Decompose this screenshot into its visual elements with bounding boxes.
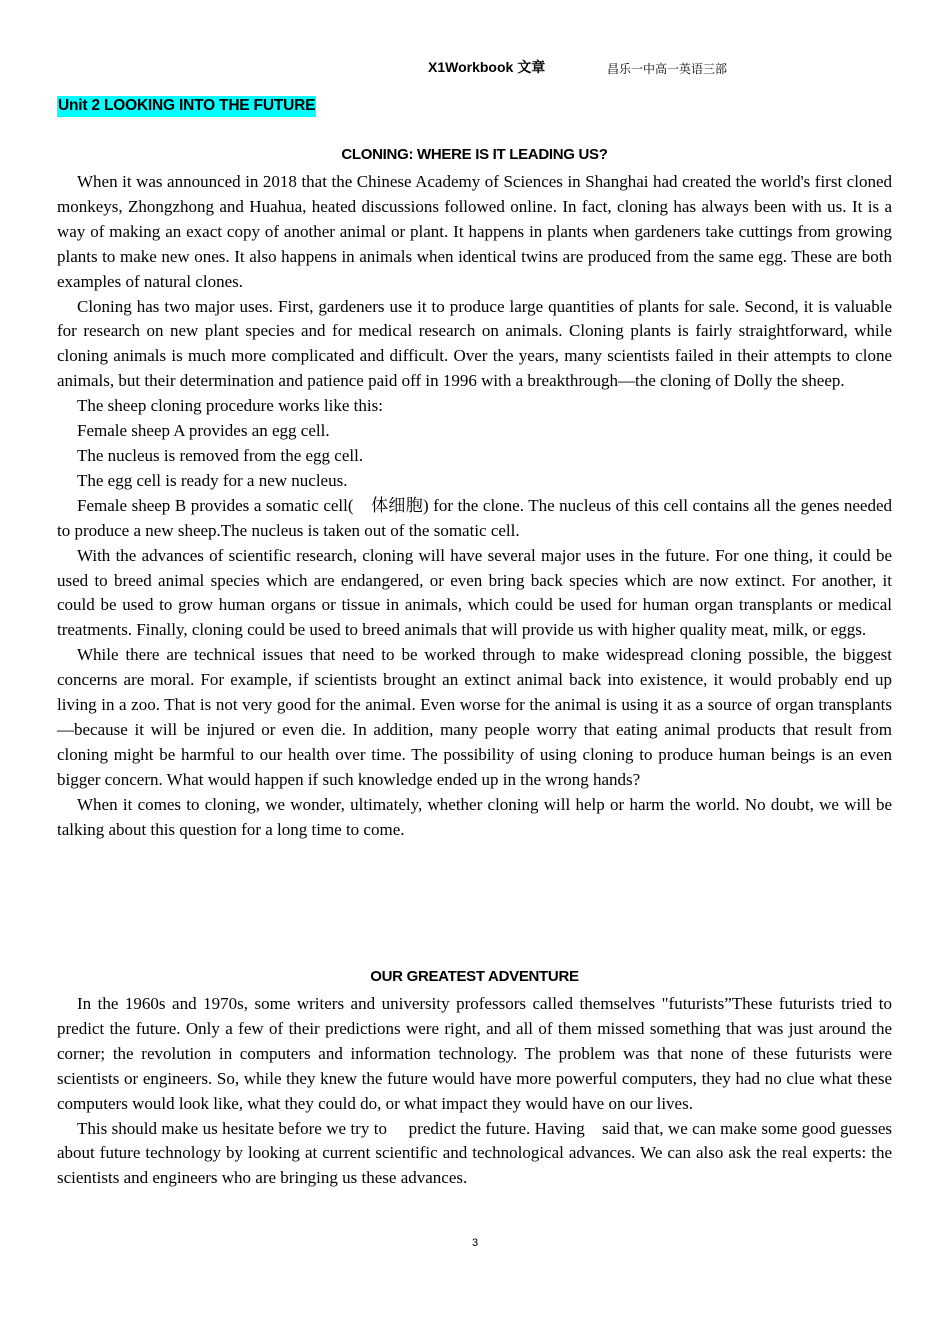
paragraph: The nucleus is removed from the egg cell. [77, 445, 364, 465]
paragraph: The egg cell is ready for a new nucleus. [77, 470, 348, 490]
header-school: 昌乐一中高一英语三部 [607, 62, 728, 76]
paragraph: Cloning has two major uses. First, gardeners use it to produce large quantities of plants for sale. Second, it is valuable for research on new plant species and for medical research on animals. Cloning plants is fairly straightforward, while cloning animals is much more complicated and difficult. Over the years, many scientists failed in their attempts to clone animals, but their determination and patience paid off in 1996 with a breakthrough—the cloning of Dolly the sheep. [57, 296, 892, 391]
article-title: CLONING: WHERE IS IT LEADING US? [341, 146, 608, 163]
article-title: OUR GREATEST ADVENTURE [370, 968, 579, 985]
paragraph: Female sheep B provides a somatic cell( 体细胞) for the clone. The nucleus of this cell contains all the genes needed to produce a new sheep.The nucleus is taken out of the somatic cell. [57, 495, 892, 540]
paragraph: With the advances of scientific research, cloning will have several major uses in the future. For one thing, it could be used to breed animal species which are endangered, or even bring back species which are now extinct. For another, it could be used to grow human organs or tissue in animals, which could be used for human organ transplants or medical treatments. Finally, cloning could be used to breed animals that will provide us with higher quality meat, milk, or eggs. [57, 545, 892, 640]
page-number: 3 [471, 1237, 479, 1249]
paragraph: The sheep cloning procedure works like this: [77, 396, 383, 416]
article-greatest-adventure [57, 967, 892, 1191]
unit-title: Unit 2 LOOKING INTO THE FUTURE [57, 96, 316, 117]
paragraph: When it was announced in 2018 that the Chinese Academy of Sciences in Shanghai had created the world's first cloned monkeys, Zhongzhong and Huahua, heated discussions followed online. In fact, cloning has always been with us. It is a way of making an exact copy of another animal or plant. It happens in plants when gardeners take cuttings from growing plants to make new ones. It also happens in animals when identical twins are produced from the same egg. These are both examples of natural clones. [57, 172, 892, 291]
paragraph: Female sheep A provides an egg cell. [77, 421, 330, 441]
paragraph: This should make us hesitate before we try to predict the future. Having said that, we can make some good guesses about future technology by looking at current scientific and technological advances. We can also ask the real experts: the scientists and engineers who are bringing us these advances. [57, 1118, 892, 1188]
header-title: X1Workbook 文章 [428, 59, 546, 75]
page-header [0, 55, 950, 79]
paragraph: When it comes to cloning, we wonder, ultimately, whether cloning will help or harm the world. No doubt, we will be talking about this question for a long time to come. [57, 794, 892, 839]
paragraph: In the 1960s and 1970s, some writers and university professors called themselves "futurists”These futurists tried to predict the future. Only a few of their predictions were right, and all of them missed something that was just around the corner; the revolution in computers and information technology. The problem was that none of these futurists were scientists or engineers. So, while they knew the future would have more powerful computers, they had no clue what these computers would look like, what they could do, or what impact they would have on our lives. [57, 994, 892, 1113]
paragraph: While there are technical issues that need to be worked through to make widespread cloning possible, the biggest concerns are moral. For example, if scientists brought an extinct animal back into existence, it would probably end up living in a zoo. That is not very good for the animal. Even worse for the animal is using it as a source of organ transplants—because it will be injured or even die. In addition, many people worry that eating animal products that result from cloning might be harmful to our health over time. The possibility of using cloning to produce human beings is an even bigger concern. What would happen if such knowledge ended up in the wrong hands? [57, 645, 892, 789]
article-cloning [57, 145, 892, 842]
